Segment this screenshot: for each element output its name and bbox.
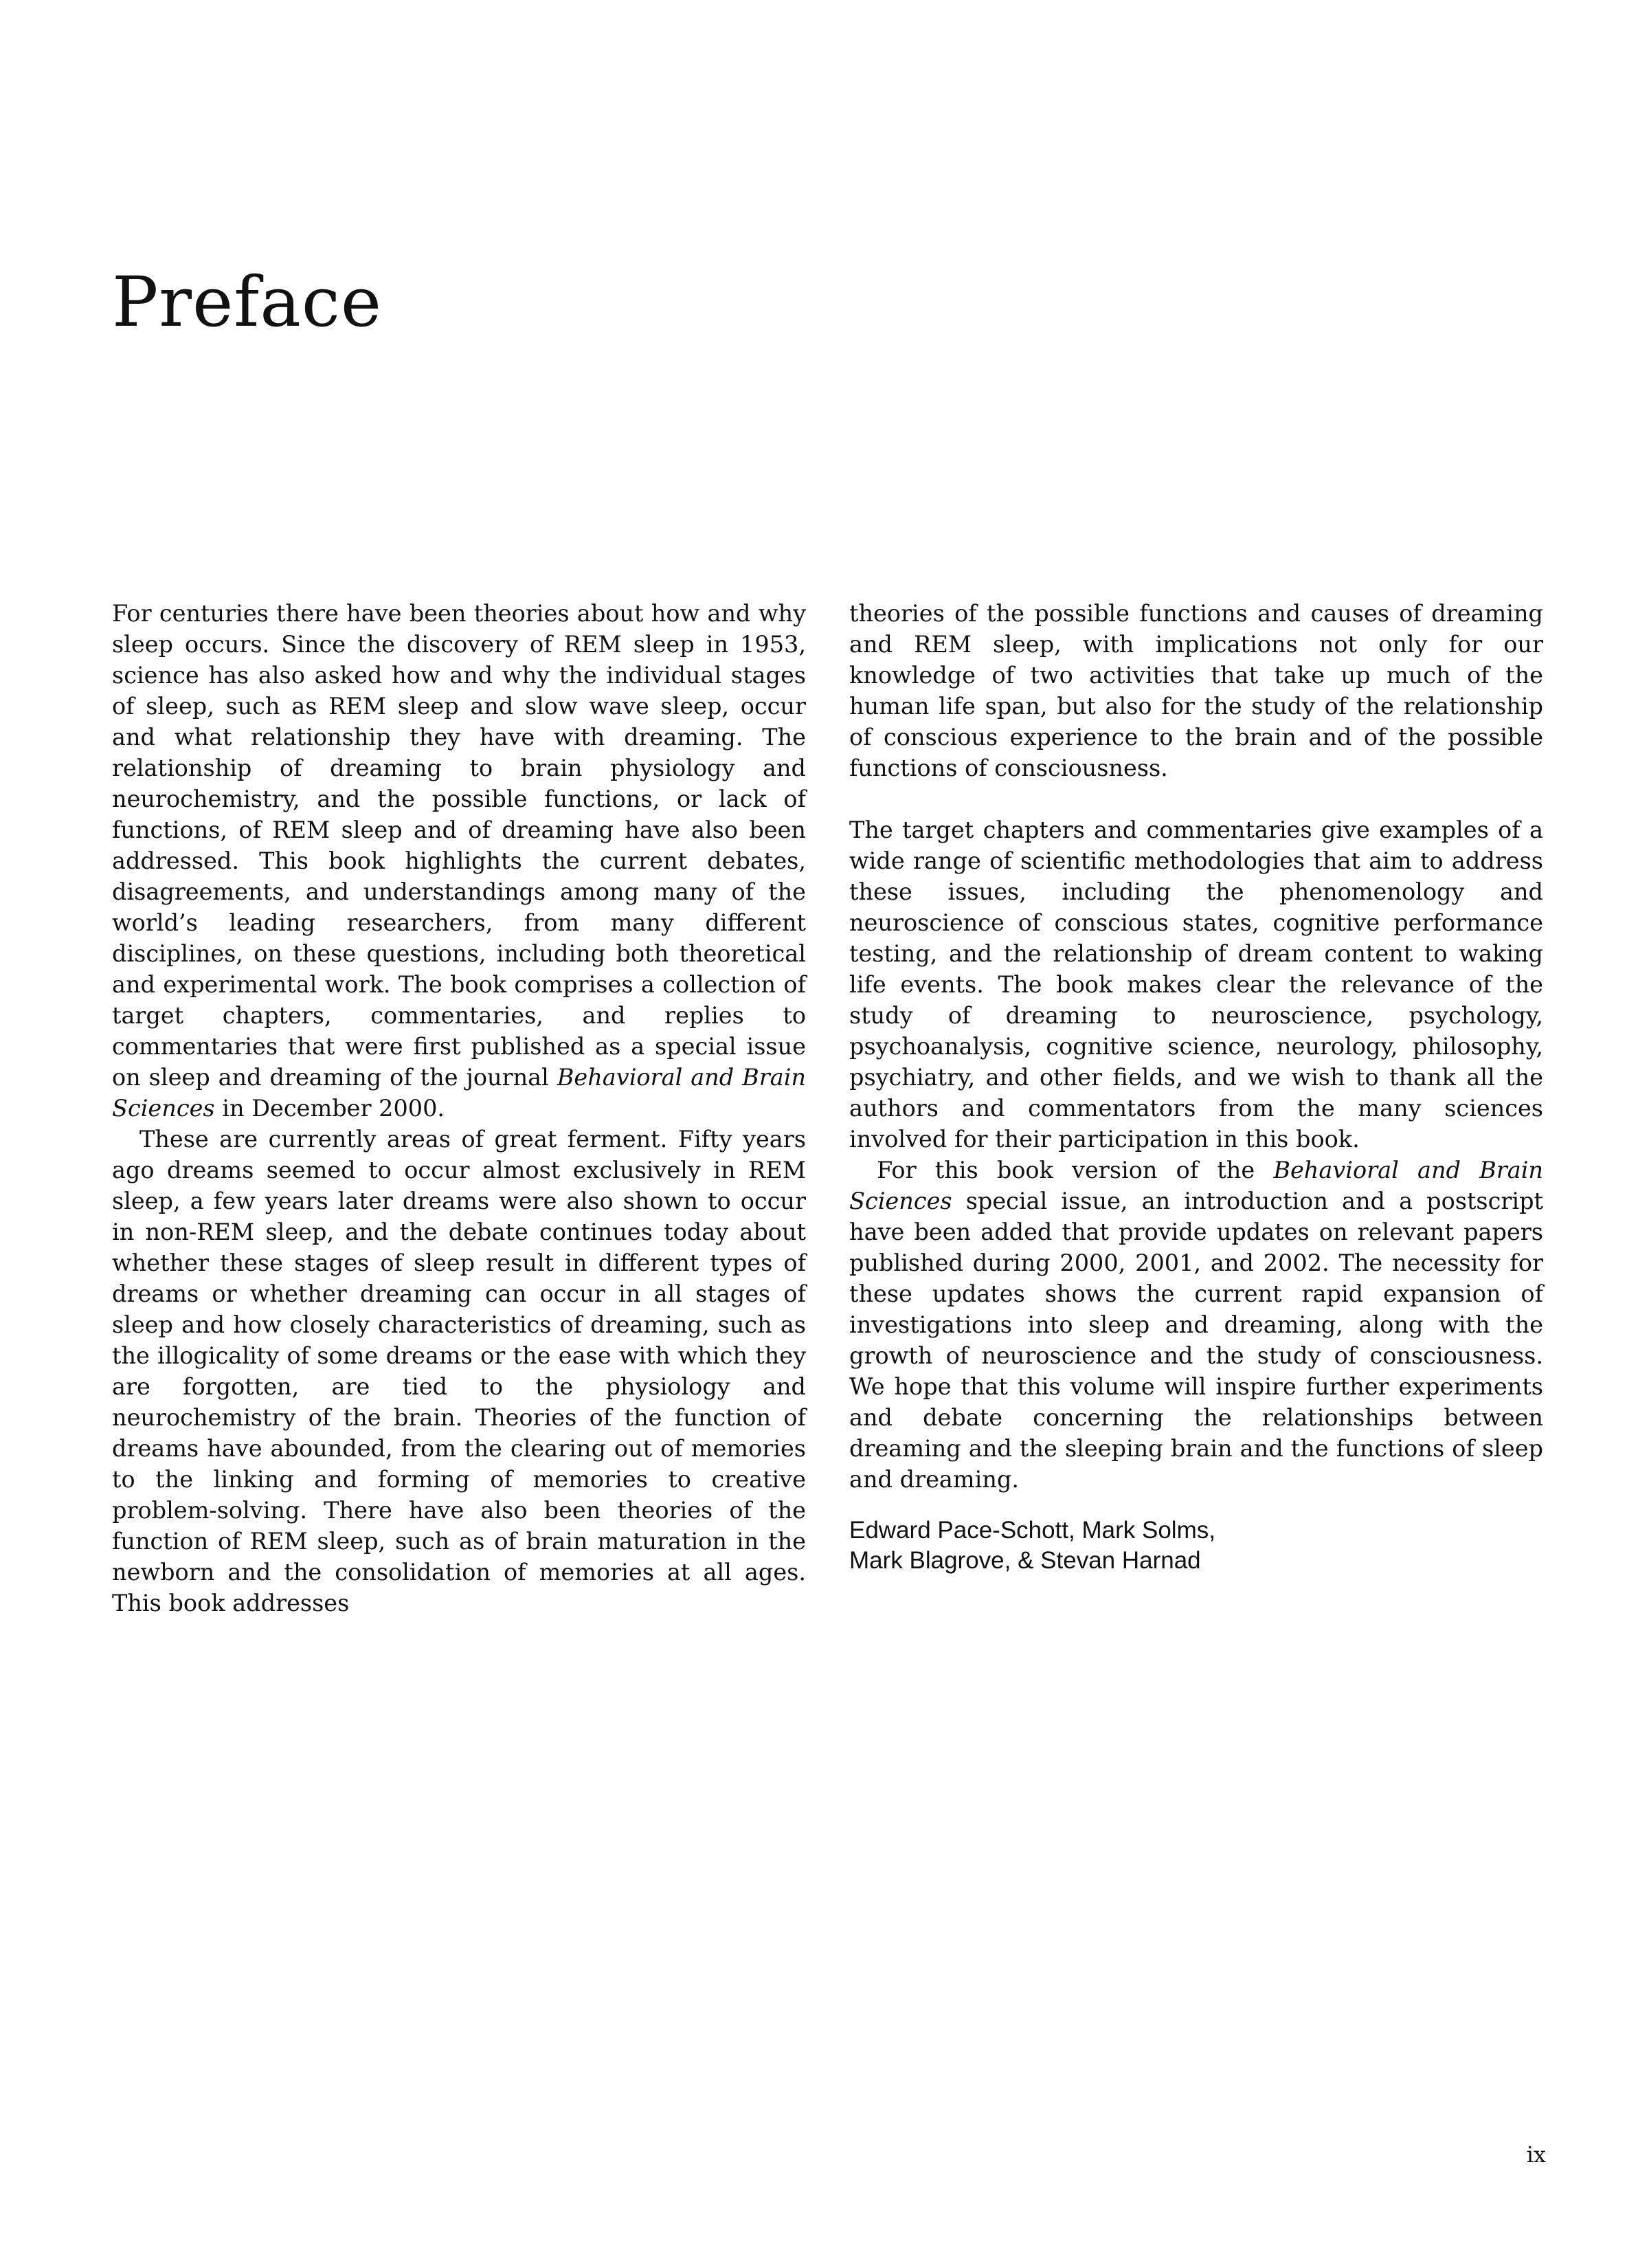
left-column [112,598,806,1619]
paragraph-continuation: theories of the possible functions and causes of dreaming and REM sleep, with implications not only for our knowledge of two activities that take up much of the human life span, but also for the study of the relationship of conscious experience to the brain and of the possible functions of consciousness. [849,600,1543,781]
page-title: Preface [112,262,383,342]
page-number: ix [1526,2142,1546,2168]
journal-title: Behavioral and Brain Sciences [112,1064,807,1122]
paragraph-intro-text: For centuries there have been theories about how and why sleep occurs. Since the discovery of REM sleep in 1953, science has also asked how and why the individual stages of sleep, such as REM sleep and slow wave sleep, occur and what relationship they have with dreaming. The relationship of dreaming to brain physiology and neurochemistry, and the possible functions, or lack of functions, of REM sleep and of dreaming have also been addressed. This book highlights the current debates, disagreements, and understandings among many of the world’s leading researchers, from many different disciplines, on these questions, including both theoretical and experimental work. The book comprises a collection of target chapters, commentaries, and replies to commentaries that were first published as a special issue on sleep and dreaming of the journal [112,600,806,1091]
paragraph-methodologies: The target chapters and commentaries give examples of a wide range of scientific methodologies that aim to address these issues, including the phenomenology and neuroscience of conscious states, cognitive performance testing, and the relationship of dream content to waking life events. The book makes clear the relevance of the study of dreaming to neuroscience, psychology, psychoanalysis, cognitive science, neurology, philosophy, psychiatry, and other fields, and we wish to thank all the authors and commentators from the many sciences involved for their participation in this book. [849,816,1543,1153]
paragraph-book-version [849,1155,1543,1495]
journal-title: Behavioral and Brain Sciences [849,1157,1543,1214]
signature-line-2: Mark Blagrove, & Stevan Harnad [849,1547,1201,1574]
right-column [849,598,1543,1576]
paragraph-intro-end: in December 2000. [214,1095,445,1122]
paragraph-ferment: These are currently areas of great ferment. Fifty years ago dreams seemed to occur almost exclusively in REM sleep, a few years later dreams were also shown to occur in non-REM sleep, and the debate continues today about whether these stages of sleep result in different types of dreams or whether dreaming can occur in all stages of sleep and how closely characteristics of dreaming, such as the illogicality of some dreams or the ease with which they are forgotten, are tied to the physiology and neurochemistry of the brain. Theories of the function of dreams have abounded, from the clearing out of memories to the linking and forming of memories to creative problem-solving. There have also been theories of the function of REM sleep, such as of brain maturation in the newborn and the consolidation of memories at all ages. This book addresses [112,1126,806,1616]
signature-line-1: Edward Pace-Schott, Mark Solms, [849,1517,1215,1544]
paragraph-book-version-text: For this book version of the [877,1157,1274,1183]
paragraph-book-version-end: special issue, an introduction and a postscript have been added that provide updates on relevant papers published during 2000, 2001, and 2002. The necessity for these updates shows the current rapid expansion of investigations into sleep and dreaming, along with the growth of neuroscience and the study of consciousness. We hope that this volume will inspire further experiments and debate concerning the relationships between dreaming and the sleeping brain and the functions of sleep and dreaming. [849,1188,1543,1493]
editors-signature [849,1515,1543,1576]
paragraph-intro [112,598,806,1124]
